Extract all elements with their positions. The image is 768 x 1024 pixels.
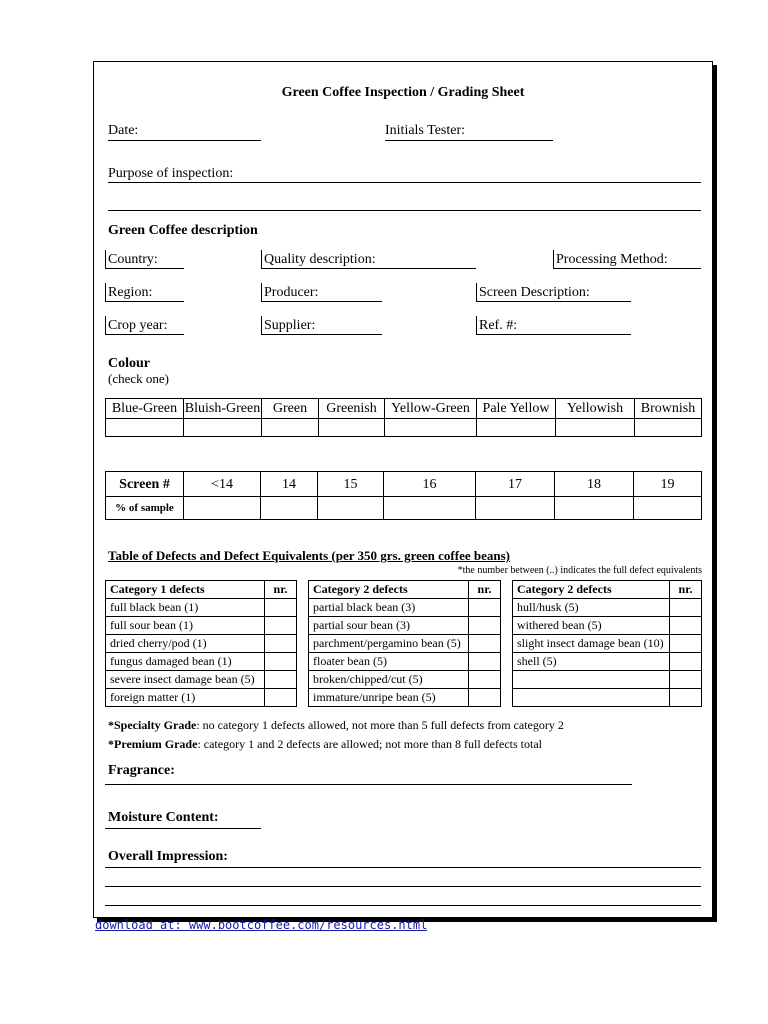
colour-check-green[interactable] [262, 419, 319, 437]
category-2-defect-count[interactable] [469, 653, 501, 671]
screen-size-17: 17 [476, 472, 555, 497]
colour-table [105, 398, 702, 437]
purpose-field[interactable] [108, 182, 701, 183]
colour-check-greenish[interactable] [319, 419, 385, 437]
category-1-defect-count[interactable] [265, 635, 297, 653]
category-2-nr-header: nr. [469, 581, 501, 599]
category-3-defect-item [513, 689, 670, 707]
screen-pct-lt14[interactable] [184, 497, 261, 520]
defects-heading: Table of Defects and Defect Equivalents (per 350 grs. green coffee beans) [108, 548, 510, 563]
overall-impression-label: Overall Impression: [108, 849, 228, 864]
screen-description-label: Screen Description: [479, 285, 590, 300]
moisture-content-field[interactable] [105, 828, 261, 829]
overall-impression-field[interactable] [105, 867, 701, 868]
producer-label: Producer: [264, 285, 319, 300]
page-title: Green Coffee Inspection / Grading Sheet [281, 85, 525, 100]
category-2-defect-item: partial sour bean (3) [309, 617, 469, 635]
category-3-defect-item: shell (5) [513, 653, 670, 671]
category-1-defect-item: full sour bean (1) [106, 617, 265, 635]
screen-header: Screen # [106, 472, 184, 497]
crop-year-label: Crop year: [108, 318, 168, 333]
producer-field[interactable] [261, 301, 382, 302]
specialty-grade-note [108, 717, 564, 733]
specialty-grade-label: *Specialty Grade [108, 718, 197, 732]
screen-size-16: 16 [384, 472, 476, 497]
colour-option-brownish: Brownish [635, 399, 702, 419]
colour-check-blue-green[interactable] [106, 419, 184, 437]
colour-heading: Colour [108, 356, 150, 371]
category-3-header: Category 2 defects [513, 581, 670, 599]
category-1-defect-count[interactable] [265, 653, 297, 671]
colour-subheading: (check one) [108, 371, 169, 386]
specialty-grade-text: : no category 1 defects allowed, not more than 5 full defects from category 2 [196, 718, 564, 732]
category-3-defect-item: hull/husk (5) [513, 599, 670, 617]
supplier-label: Supplier: [264, 318, 316, 333]
grading-sheet [93, 61, 713, 918]
processing-label: Processing Method: [556, 252, 668, 267]
colour-check-bluish-green[interactable] [184, 419, 262, 437]
category-2-defect-item: floater bean (5) [309, 653, 469, 671]
category-1-nr-header: nr. [265, 581, 297, 599]
ref-label: Ref. #: [479, 318, 518, 333]
colour-check-brownish[interactable] [635, 419, 702, 437]
category-1-defect-item: dried cherry/pod (1) [106, 635, 265, 653]
colour-option-pale-yellow: Pale Yellow [477, 399, 556, 419]
purpose-field-line-2[interactable] [108, 210, 701, 211]
date-label: Date: [108, 123, 139, 138]
screen-pct-14[interactable] [261, 497, 318, 520]
supplier-field[interactable] [261, 334, 382, 335]
category-2-defect-item: immature/unripe bean (5) [309, 689, 469, 707]
category-3-nr-header: nr. [670, 581, 702, 599]
screen-description-field[interactable] [476, 301, 631, 302]
description-heading: Green Coffee description [108, 223, 258, 238]
quality-field[interactable] [261, 268, 476, 269]
colour-option-blue-green: Blue-Green [106, 399, 184, 419]
colour-check-yellow-green[interactable] [385, 419, 477, 437]
category-1-defect-item: severe insect damage bean (5) [106, 671, 265, 689]
initials-tester-field[interactable] [385, 140, 553, 141]
region-label: Region: [108, 285, 153, 300]
category-2-table [308, 580, 501, 707]
crop-year-field[interactable] [105, 334, 184, 335]
colour-option-greenish: Greenish [319, 399, 385, 419]
category-2-header: Category 2 defects [309, 581, 469, 599]
category-2-defect-item: parchment/pergamino bean (5) [309, 635, 469, 653]
category-3-defect-count[interactable] [670, 599, 702, 617]
ref-field[interactable] [476, 334, 631, 335]
category-1-defect-item: full black bean (1) [106, 599, 265, 617]
category-1-header: Category 1 defects [106, 581, 265, 599]
category-2-defect-item: partial black bean (3) [309, 599, 469, 617]
premium-grade-text: : category 1 and 2 defects are allowed; not more than 8 full defects total [197, 737, 542, 751]
screen-pct-19[interactable] [634, 497, 702, 520]
overall-impression-field-line-2[interactable] [105, 886, 701, 887]
category-3-defect-count[interactable] [670, 635, 702, 653]
overall-impression-field-line-3[interactable] [105, 905, 701, 906]
screen-size-lt14: <14 [184, 472, 261, 497]
category-3-defect-count[interactable] [670, 671, 702, 689]
initials-tester-label: Initials Tester: [385, 123, 466, 138]
screen-pct-17[interactable] [476, 497, 555, 520]
screen-row-label: % of sample [106, 497, 184, 520]
region-field[interactable] [105, 301, 184, 302]
category-1-defect-item: fungus damaged bean (1) [106, 653, 265, 671]
category-3-defect-count[interactable] [670, 689, 702, 707]
colour-option-green: Green [262, 399, 319, 419]
screen-size-14: 14 [261, 472, 318, 497]
processing-field[interactable] [553, 268, 701, 269]
category-2-defect-count[interactable] [469, 635, 501, 653]
download-link[interactable]: download at: www.bootcoffee.com/resources.html [95, 918, 428, 932]
category-3-defect-count[interactable] [670, 653, 702, 671]
premium-grade-label: *Premium Grade [108, 737, 198, 751]
category-3-defect-item [513, 671, 670, 689]
premium-grade-note [108, 736, 542, 752]
category-2-defect-count[interactable] [469, 617, 501, 635]
category-1-defect-count[interactable] [265, 617, 297, 635]
category-1-defect-item: foreign matter (1) [106, 689, 265, 707]
screen-pct-18[interactable] [555, 497, 634, 520]
category-2-defect-count[interactable] [469, 671, 501, 689]
country-label: Country: [108, 252, 158, 267]
category-2-defect-count[interactable] [469, 689, 501, 707]
fragrance-label: Fragrance: [108, 763, 175, 778]
screen-size-19: 19 [634, 472, 702, 497]
colour-option-yellowish: Yellowish [556, 399, 635, 419]
category-1-table [105, 580, 297, 707]
category-2-defect-item: broken/chipped/cut (5) [309, 671, 469, 689]
category-1-defect-count[interactable] [265, 671, 297, 689]
category-1-defect-count[interactable] [265, 689, 297, 707]
defects-note: *the number between (..) indicates the full defect equivalents [457, 565, 702, 576]
quality-label: Quality description: [264, 252, 376, 267]
screen-size-15: 15 [318, 472, 384, 497]
category-3-table [512, 580, 702, 707]
colour-option-bluish-green: Bluish-Green [184, 399, 262, 419]
fragrance-field[interactable] [105, 784, 632, 785]
moisture-content-label: Moisture Content: [108, 810, 219, 825]
category-3-defect-count[interactable] [670, 617, 702, 635]
country-field[interactable] [105, 268, 184, 269]
purpose-label: Purpose of inspection: [108, 166, 234, 181]
colour-option-yellow-green: Yellow-Green [385, 399, 477, 419]
category-2-defect-count[interactable] [469, 599, 501, 617]
category-3-defect-item: withered bean (5) [513, 617, 670, 635]
date-field[interactable] [108, 140, 261, 141]
screen-pct-15[interactable] [318, 497, 384, 520]
colour-check-pale-yellow[interactable] [477, 419, 556, 437]
screen-pct-16[interactable] [384, 497, 476, 520]
category-3-defect-item: slight insect damage bean (10) [513, 635, 670, 653]
screen-table [105, 471, 702, 520]
screen-size-18: 18 [555, 472, 634, 497]
colour-check-yellowish[interactable] [556, 419, 635, 437]
category-1-defect-count[interactable] [265, 599, 297, 617]
